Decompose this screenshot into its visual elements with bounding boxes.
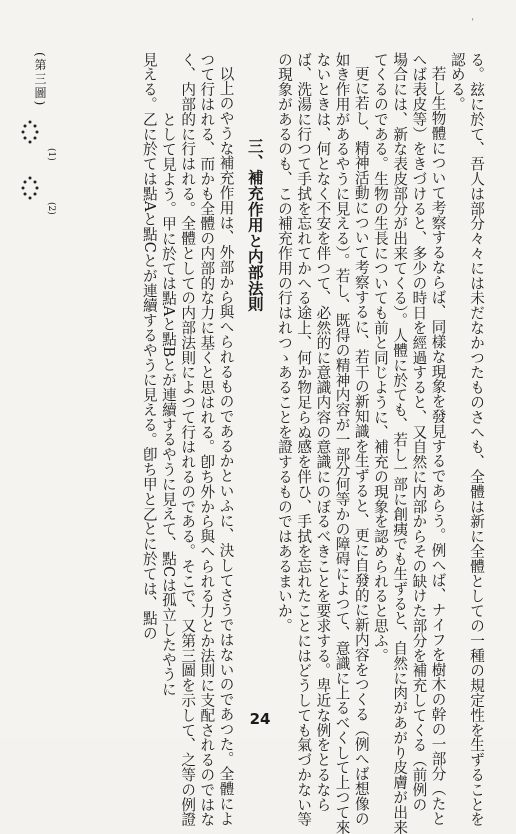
text-line: 更に若し、精神活動について考察するに、若干の新知識を生ずると、更に自發的に新内容をつくる（例へば想像の [352, 66, 370, 826]
text-line: る。玆に於て、吾人は部分々々には未だなかつたものさへも、全體は新に全體としての一種の規定性を生ずることを [468, 52, 485, 827]
text-line: 見える。乙に於ては點Aと點Cとが連續するやうに見える。卽ち甲と乙とに於ては、點の [140, 52, 158, 641]
text-line: 若し生物體について考察するならば、同樣な現象を發見するであらう。例へば、ナイフを樹木の幹の一部分（たと [429, 66, 447, 826]
figure-label-a: (1) [46, 148, 56, 161]
text-line: 以上のやうな補充作用は、外部から與へられるものであるかといふに、決してさうではないのであつた。全體によ [217, 66, 235, 826]
text-line: てくるのである。生物の生長についても前と同じように、補充の現象を認められると思ふ。 [371, 52, 389, 663]
text-line: へば表皮等）をきづけると、多少の時日を經過すると、又自然に内部からその缺けた部分を補充してくる（前例の [410, 52, 428, 812]
corner-mark: ' [471, 18, 474, 28]
text-line: 場合には、新な表皮部分が出来てくる）。人體に於ても、若し一部に創痍でも生ずると、自然に肉があがり皮膚が出来 [391, 52, 409, 834]
dot-cluster-a [22, 121, 39, 144]
text-line: く、内部的に行はれる。全體としての内部法則によつて行はれるのである。そこで、又第三圖を示して、之等の例證 [179, 52, 197, 827]
text-line: 如き作用があるやうに見える）。若し、既得の精神内容が一部分何等かの障碍によつて、意識に上るべくして上つて來 [333, 52, 351, 834]
figure-label-b: (2) [46, 202, 56, 215]
figure-three [18, 52, 68, 222]
text-line: ば、洗湯に行つて手拭を忘れてかへる途上、何か物足らぬ感を伴ひ、手拭を忘れたことにはどうしても氣づかない等 [295, 52, 313, 827]
dot-cluster-b [22, 177, 39, 200]
text-line: つて行はれる、而かも全體の内部的な力に基くと思はれる。卽ち外から與へられる力とか法則に支配されるのではな [198, 52, 216, 827]
text-line: として見よう。甲に於ては點Aと點Bとが連續するやうに見えて、點Cは孤立したやうに [159, 112, 177, 697]
text-line: 認める。 [448, 52, 466, 112]
figure-dots [18, 116, 42, 226]
section-heading: 三、補充作用と内部法則 [245, 138, 265, 312]
text-line: の現象があるのも、この補充作用の行はれつゝあることを證するものではあるまいか。 [275, 52, 293, 634]
page-number: 24 [249, 710, 271, 728]
figure-caption: (第三圖) [33, 52, 47, 108]
text-line: ないときは、何となく不安を伴つて、必然的に意識内容の意識にのぼるべきことを要求する。卑近な例をとるなら [314, 52, 332, 812]
